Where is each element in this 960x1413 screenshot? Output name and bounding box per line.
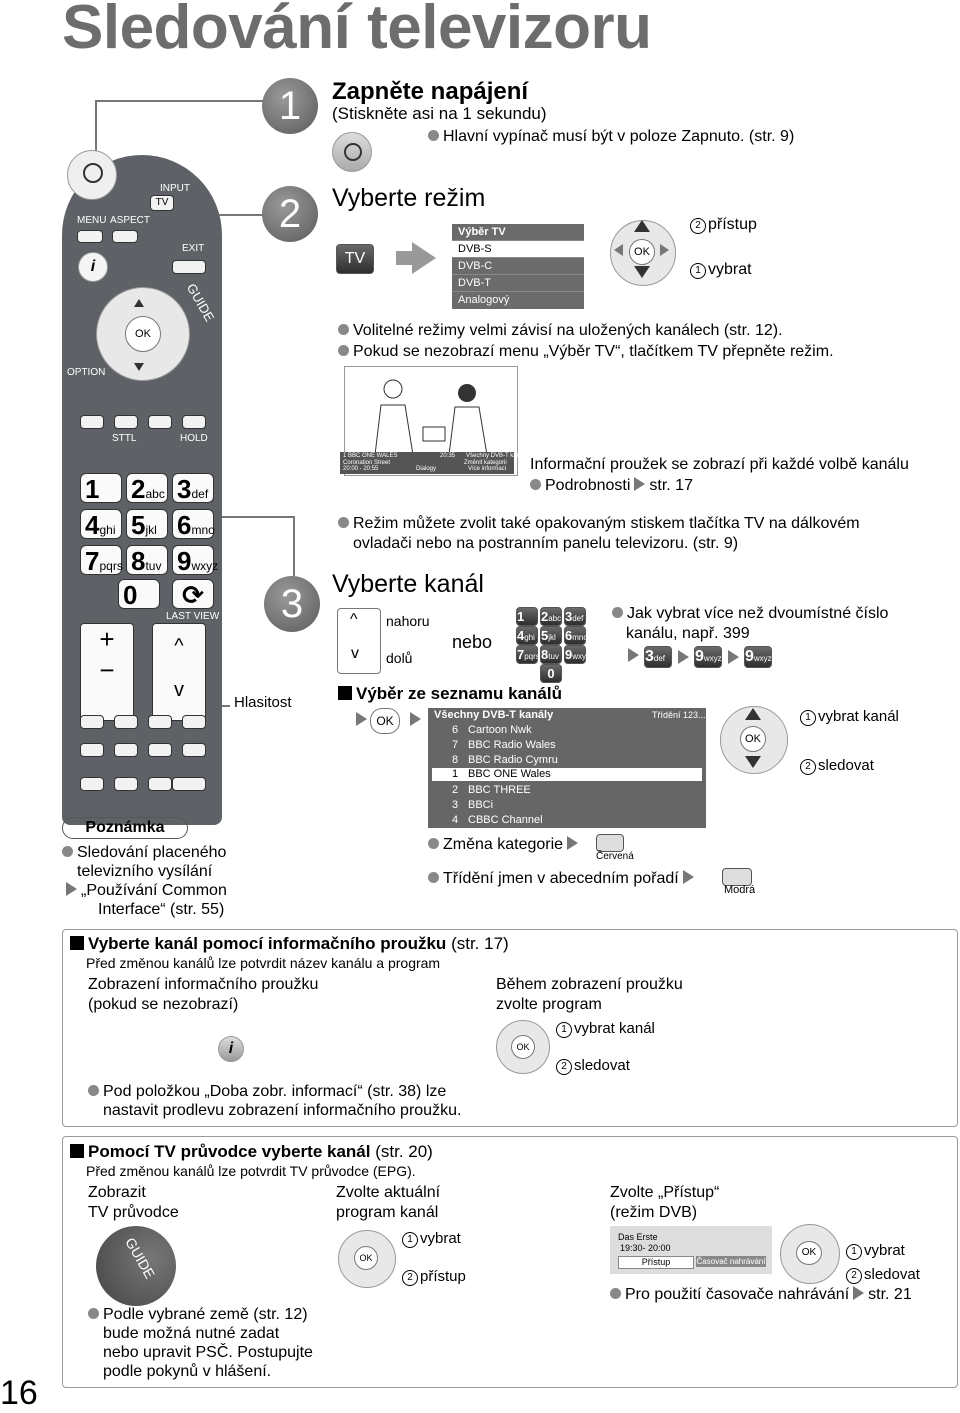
connector-line <box>293 516 295 576</box>
note-line: „Používání Common <box>62 882 227 900</box>
input-label: INPUT <box>160 183 190 194</box>
epg-note-2: bude možná nutné zadat <box>103 1325 280 1342</box>
left-arrow-icon <box>614 244 623 256</box>
info-button[interactable]: i <box>78 252 108 282</box>
connector-line <box>95 100 265 102</box>
red-button[interactable] <box>80 415 104 429</box>
menu-item-dvbc[interactable]: DVB-C <box>452 257 584 274</box>
ok-icon: OK <box>354 1246 378 1270</box>
key-8[interactable]: 8tuv <box>126 545 168 575</box>
tv-scene-image <box>345 367 517 455</box>
epg-col1-a: Zobrazit <box>88 1184 146 1201</box>
info-section-left-b: (pokud se nezobrazí) <box>88 996 239 1013</box>
epg-note: Podle vybrané země (str. 12) <box>88 1306 308 1324</box>
step3-heading: Vyberte kanál <box>332 570 484 598</box>
note-line: Sledování placeného <box>62 844 226 862</box>
option-label: OPTION <box>67 367 106 378</box>
step2-note3b: ovladači nebo na postranním panelu televizoru. (str. 9) <box>353 535 739 552</box>
sttl-label: STTL <box>112 433 137 444</box>
arrow-right-icon <box>410 712 421 726</box>
function-button[interactable] <box>148 715 172 729</box>
example-key-9b: 9wxyz <box>744 646 772 668</box>
down-arrow-icon <box>745 756 761 768</box>
info-key-icon: i <box>218 1036 244 1062</box>
epg-col2-a: Zvolte aktuální <box>336 1184 441 1201</box>
epg-col3-b: (režim DVB) <box>610 1204 698 1221</box>
channel-row[interactable]: 2 BBC THREE <box>452 784 531 796</box>
epg-note-3: nebo upravit PSČ. Postupujte <box>103 1344 313 1361</box>
epg-popup-access[interactable]: Přístup <box>618 1256 694 1269</box>
key-0[interactable]: 0 <box>118 579 160 609</box>
menu-item-dvbs[interactable]: DVB-S <box>452 240 584 257</box>
info-section-right-a: Během zobrazení proužku <box>496 976 683 993</box>
multi-digit-example: kanálu, např. 399 <box>626 625 750 642</box>
function-button[interactable] <box>80 743 104 757</box>
multi-digit-sequence <box>624 648 643 666</box>
channel-list-heading: Výběr ze seznamu kanálů <box>338 684 562 704</box>
step2-heading: Vyberte režim <box>332 184 486 212</box>
epg-popup-select: 1 vybrat <box>846 1242 905 1260</box>
channel-list-title: Všechny DVB-T kanály <box>434 709 554 721</box>
mini-key-5: 5jkl <box>540 626 562 645</box>
epg-select: 1 vybrat <box>402 1230 461 1248</box>
hold-label: HOLD <box>180 433 208 444</box>
tv-key-icon: TV <box>336 244 374 274</box>
epg-popup-timer[interactable]: Časovač nahrávání <box>696 1257 766 1266</box>
step2-access: 2 přístup <box>690 216 757 234</box>
function-button[interactable] <box>114 743 138 757</box>
arrow-right-icon <box>356 712 367 726</box>
bullet-icon <box>428 130 439 141</box>
blue-button[interactable] <box>182 415 206 429</box>
arrow-right-icon <box>678 650 689 664</box>
epg-popup-channel: Das Erste <box>618 1232 658 1242</box>
channel-row[interactable]: 3 BBCi <box>452 799 494 811</box>
menu-item-analog[interactable]: Analogový <box>452 291 584 308</box>
step-number-3: 3 <box>264 576 320 632</box>
function-button[interactable] <box>182 715 206 729</box>
ok-icon: OK <box>740 726 766 752</box>
epg-popup-time: 19:30- 20:00 <box>620 1243 671 1253</box>
note-line: Interface“ (str. 55) <box>98 901 225 918</box>
ok-button[interactable]: OK <box>125 316 161 352</box>
channel-row[interactable]: 4 CBBC Channel <box>452 814 543 826</box>
note-line: televizního vysílání <box>77 863 213 880</box>
channel-row[interactable]: 6 Cartoon Nwk <box>452 724 532 736</box>
tv-button[interactable]: TV <box>150 195 174 211</box>
key-2[interactable]: 2abc <box>126 473 168 503</box>
ok-icon: OK <box>629 239 655 265</box>
power-button[interactable] <box>67 150 117 200</box>
step2-note1: Volitelné režimy velmi závisí na uložených kanálech (str. 12). <box>338 322 783 340</box>
mini-key-4: 4ghi <box>516 626 538 645</box>
key-1[interactable]: 1 <box>80 473 122 503</box>
function-button[interactable] <box>114 777 138 791</box>
channel-up-label: nahoru <box>386 613 430 629</box>
step2-note3: Režim můžete zvolit také opakovaným stiskem tlačítka TV na dálkovém <box>338 515 860 533</box>
down-arrow-icon <box>634 266 650 278</box>
down-arrow-icon <box>134 363 144 371</box>
epg-section-heading: Pomocí TV průvodce vyberte kanál (str. 20) <box>70 1142 433 1162</box>
epg-section-sub: Před změnou kanálů lze potvrdit TV průvodce (EPG). <box>86 1163 416 1179</box>
info-section-note-b: nastavit prodlevu zobrazení informačního proužku. <box>103 1102 462 1119</box>
epg-col1-b: TV průvodce <box>88 1204 179 1221</box>
step2-note2: Pokud se nezobrazí menu „Výběr TV“, tlačítkem TV přepněte režim. <box>338 343 834 361</box>
exit-label: EXIT <box>182 243 205 254</box>
volume-rocker[interactable]: + − <box>80 623 134 721</box>
example-key-3: 3def <box>644 646 672 668</box>
channel-row[interactable]: 8 BBC Radio Cymru <box>452 754 558 766</box>
channel-list <box>428 708 706 828</box>
category-change: Změna kategorie <box>428 836 582 854</box>
info-section-note: Pod položkou „Doba zobr. informací“ (str. 38) lze <box>88 1083 446 1101</box>
epg-popup-watch: 2 sledovat <box>846 1266 920 1284</box>
guide-label: GUIDE <box>183 280 218 325</box>
function-button[interactable] <box>148 777 172 791</box>
step-number-1: 1 <box>262 78 318 134</box>
last-view-button[interactable]: ⟳ <box>172 579 214 609</box>
mini-key-0: 0 <box>540 664 562 683</box>
example-key-9: 9wxyz <box>694 646 722 668</box>
epg-col2-b: program kanál <box>336 1204 439 1221</box>
mini-key-9: 9wxyz <box>565 647 591 662</box>
channel-rocker[interactable]: ^ v <box>152 623 206 721</box>
function-button[interactable] <box>148 743 172 757</box>
function-button[interactable] <box>182 743 206 757</box>
page-number: 16 <box>0 1374 38 1412</box>
function-button[interactable] <box>114 715 138 729</box>
info-section-pick: 1 vybrat kanál <box>556 1020 655 1038</box>
mini-key-3: 3def <box>564 607 586 626</box>
multi-digit-note: Jak vybrat více než dvoumístné číslo <box>612 605 888 623</box>
guide-key-icon: GUIDE <box>96 1226 176 1306</box>
function-button[interactable] <box>80 715 104 729</box>
mini-key-1: 1 <box>516 607 538 626</box>
key-3[interactable]: 3def <box>172 473 214 503</box>
exit-button[interactable] <box>172 260 206 274</box>
aspect-button[interactable] <box>112 230 138 243</box>
step1-sub: (Stiskněte asi na 1 sekundu) <box>332 104 547 123</box>
info-banner-details: Podrobnosti str. 17 <box>530 477 693 495</box>
arrow-right-icon <box>412 242 436 274</box>
key-5[interactable]: 5jkl <box>126 509 168 539</box>
info-banner: 1 BBC ONE WALES 20:35 Všechny DVB-T kanály Coronation Street Změnit kategorii 20:00 - 20:55 Dialogy Více informací <box>340 452 514 474</box>
menu-item-dvbt[interactable]: DVB-T <box>452 274 584 291</box>
remote-control <box>62 155 222 825</box>
channel-list-watch: 2 sledovat <box>800 757 874 775</box>
aspect-label: ASPECT <box>110 215 151 226</box>
epg-note-4: podle pokynů v hlášení. <box>103 1363 272 1380</box>
up-arrow-icon <box>634 220 650 232</box>
menu-button[interactable] <box>77 230 103 243</box>
epg-timer-note: Pro použití časovače nahrávání str. 21 <box>610 1286 912 1304</box>
info-section-sub: Před změnou kanálů lze potvrdit název kanálu a program <box>86 955 441 971</box>
info-section-right-b: zvolte program <box>496 996 602 1013</box>
info-section-left-a: Zobrazení informačního proužku <box>88 976 319 993</box>
mini-key-6: 6mno <box>565 628 588 643</box>
step1-heading: Zapněte napájení <box>332 78 529 105</box>
page-title: Sledování televizoru <box>62 0 652 62</box>
mini-key-2: 2abc <box>541 609 562 624</box>
channel-row-selected[interactable]: 1 BBC ONE Wales <box>432 768 702 781</box>
menu-label: MENU <box>77 215 107 226</box>
mini-key-8: 8tuv <box>540 645 562 664</box>
ok-icon: OK <box>796 1241 822 1265</box>
tv-selection-menu <box>452 224 584 309</box>
ok-key-icon: OK <box>370 708 400 734</box>
ok-icon: OK <box>511 1035 535 1059</box>
arrow-right-icon <box>728 650 739 664</box>
right-arrow-icon <box>660 244 669 256</box>
or-label: nebo <box>452 632 493 652</box>
key-6[interactable]: 6mno <box>172 509 214 539</box>
epg-col3-a: Zvolte „Přístup“ <box>610 1184 720 1201</box>
yellow-button[interactable] <box>148 415 172 429</box>
note-heading: Poznámka <box>62 817 188 839</box>
up-arrow-icon <box>745 708 761 720</box>
volume-label: Hlasitost <box>234 694 292 711</box>
mini-key-7: 7pqrs <box>517 647 540 662</box>
channel-updown-key: ^ v <box>337 608 381 674</box>
channel-down-label: dolů <box>386 650 413 666</box>
step-number-2: 2 <box>262 186 318 242</box>
menu-title: Výběr TV <box>458 226 506 238</box>
key-9[interactable]: 9wxyz <box>172 545 214 575</box>
connector-line <box>215 516 293 518</box>
up-arrow-icon <box>134 299 144 307</box>
green-button[interactable] <box>114 415 138 429</box>
blue-key-label: Modrá <box>724 884 756 896</box>
channel-list-sort: Třídění 123... <box>652 710 706 720</box>
epg-popup <box>610 1226 772 1274</box>
red-key-icon <box>596 834 624 852</box>
info-banner-text: Informační proužek se zobrazí při každé volbě kanálu <box>530 456 909 473</box>
step1-note: Hlavní vypínač musí být v poloze Zapnuto. (str. 9) <box>428 128 794 146</box>
function-button[interactable] <box>172 777 206 791</box>
key-7[interactable]: 7pqrs <box>80 545 122 575</box>
channel-list-pick: 1 vybrat kanál <box>800 708 899 726</box>
function-button[interactable] <box>80 777 104 791</box>
red-key-label: Červená <box>596 851 634 862</box>
sort-name: Třídění jmen v abecedním pořadí <box>428 870 698 888</box>
epg-access: 2 přístup <box>402 1268 466 1286</box>
power-icon <box>332 132 372 172</box>
channel-row[interactable]: 7 BBC Radio Wales <box>452 739 556 751</box>
step2-select: 1 vybrat <box>690 261 752 279</box>
info-section-watch: 2 sledovat <box>556 1057 630 1075</box>
info-section-heading: Vyberte kanál pomocí informačního proužku (str. 17) <box>70 934 509 954</box>
last-view-label: LAST VIEW <box>166 611 220 622</box>
key-4[interactable]: 4ghi <box>80 509 122 539</box>
